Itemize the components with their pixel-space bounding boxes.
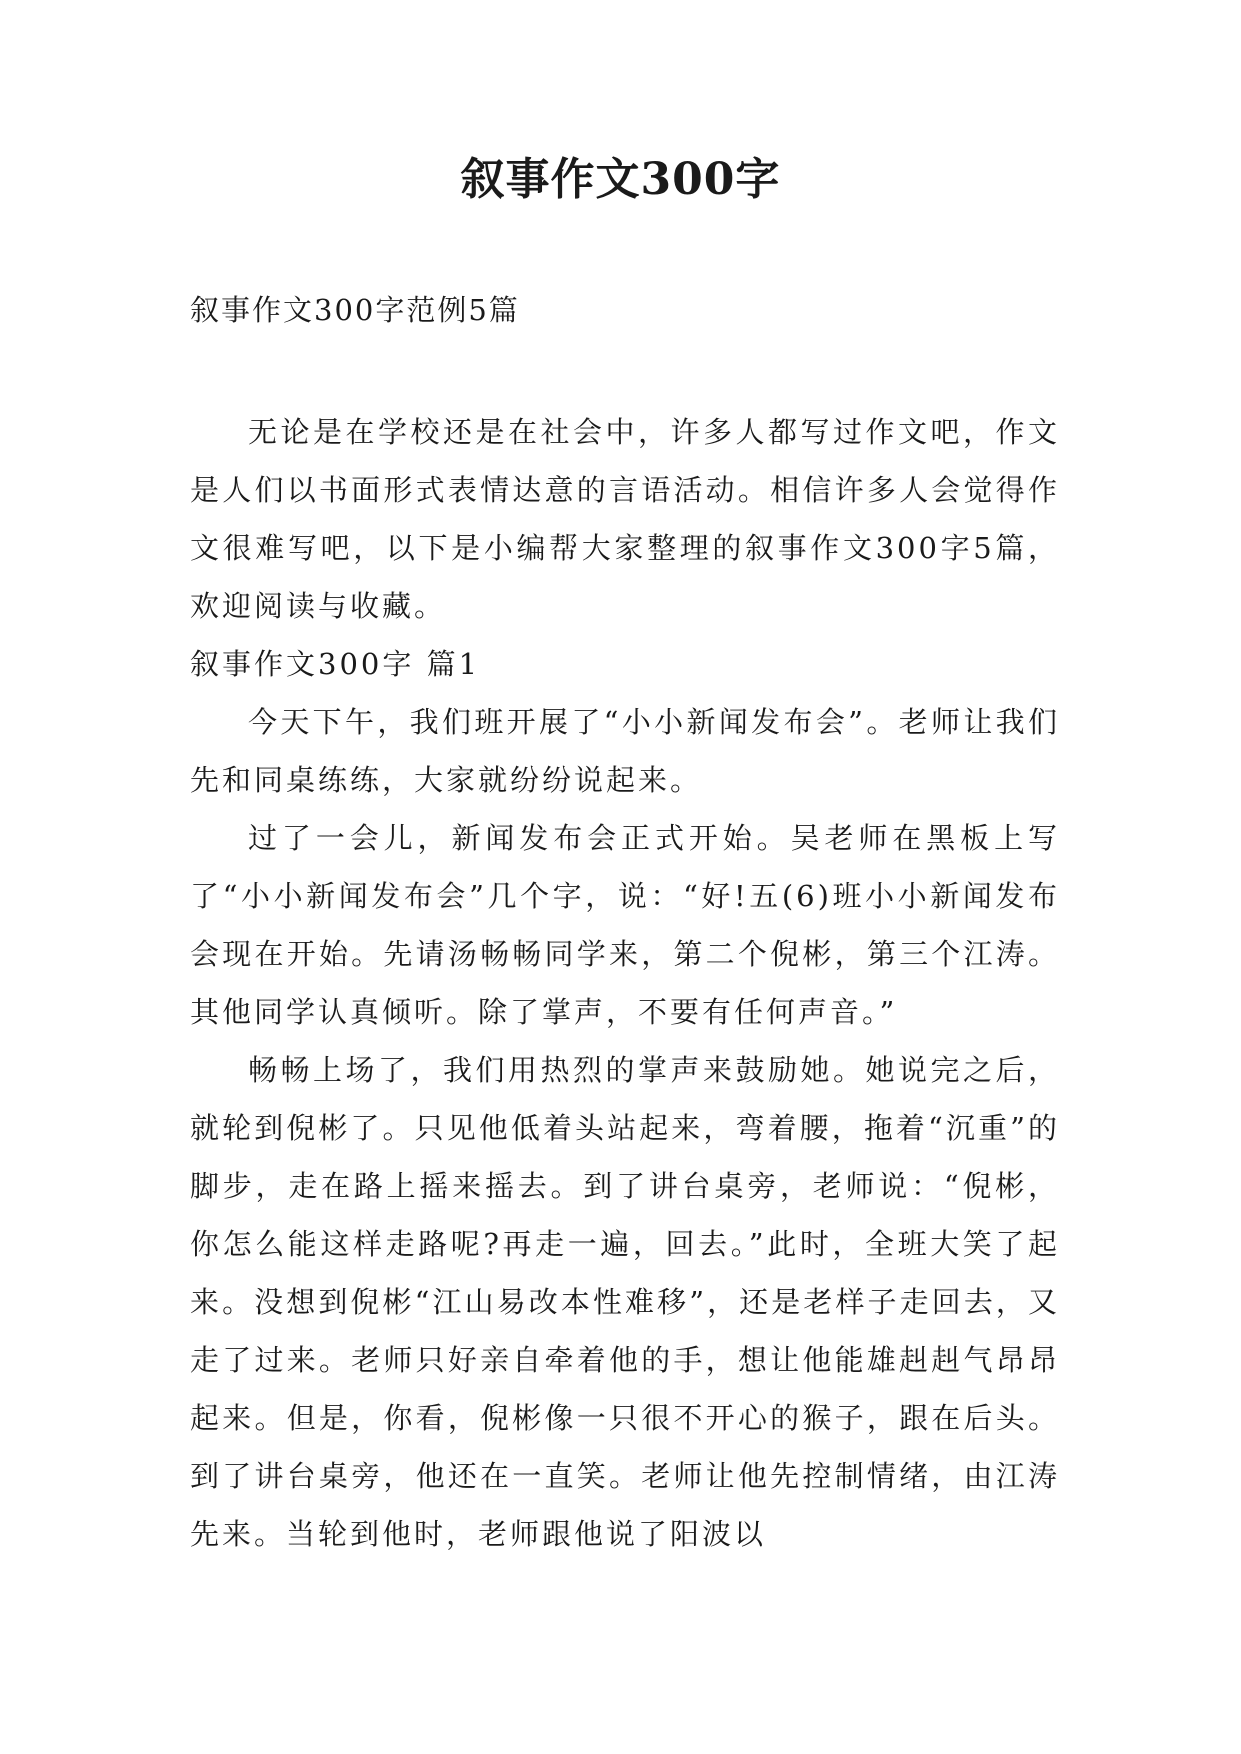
document-body (190, 403, 1060, 1563)
section-heading: 叙事作文300字 篇1 (190, 647, 481, 681)
intro-paragraph: 无论是在学校还是在社会中，许多人都写过作文吧，作文是人们以书面形式表情达意的言语活动。相信许多人会觉得作文很难写吧，以下是小编帮大家整理的叙事作文300字5篇，欢迎阅读与收藏。 (190, 415, 1060, 623)
document-subtitle: 叙事作文300字范例5篇 (190, 293, 520, 327)
body-paragraph-3: 畅畅上场了，我们用热烈的掌声来鼓励她。她说完之后，就轮到倪彬了。只见他低着头站起来，弯着腰，拖着“沉重”的脚步，走在路上摇来摇去。到了讲台桌旁，老师说：“倪彬，你怎么能这样走路呢?再走一遍，回去。”此时，全班大笑了起来。没想到倪彬“江山易改本性难移”，还是老样子走回去，又走了过来。老师只好亲自牵着他的手，想让他能雄赳赳气昂昂起来。但是，你看，倪彬像一只很不开心的猴子，跟在后头。到了讲台桌旁，他还在一直笑。老师让他先控制情绪，由江涛先来。当轮到他时，老师跟他说了阳波以 (190, 1053, 1060, 1551)
body-paragraph-2: 过了一会儿，新闻发布会正式开始。吴老师在黑板上写了“小小新闻发布会”几个字，说：“好!五(6)班小小新闻发布会现在开始。先请汤畅畅同学来，第二个倪彬，第三个江涛。其他同学认真倾听。除了掌声，不要有任何声音。” (190, 821, 1060, 1029)
document-title: 叙事作文300字 (460, 154, 781, 205)
body-paragraph-1: 今天下午，我们班开展了“小小新闻发布会”。老师让我们先和同桌练练，大家就纷纷说起来。 (190, 705, 1060, 797)
